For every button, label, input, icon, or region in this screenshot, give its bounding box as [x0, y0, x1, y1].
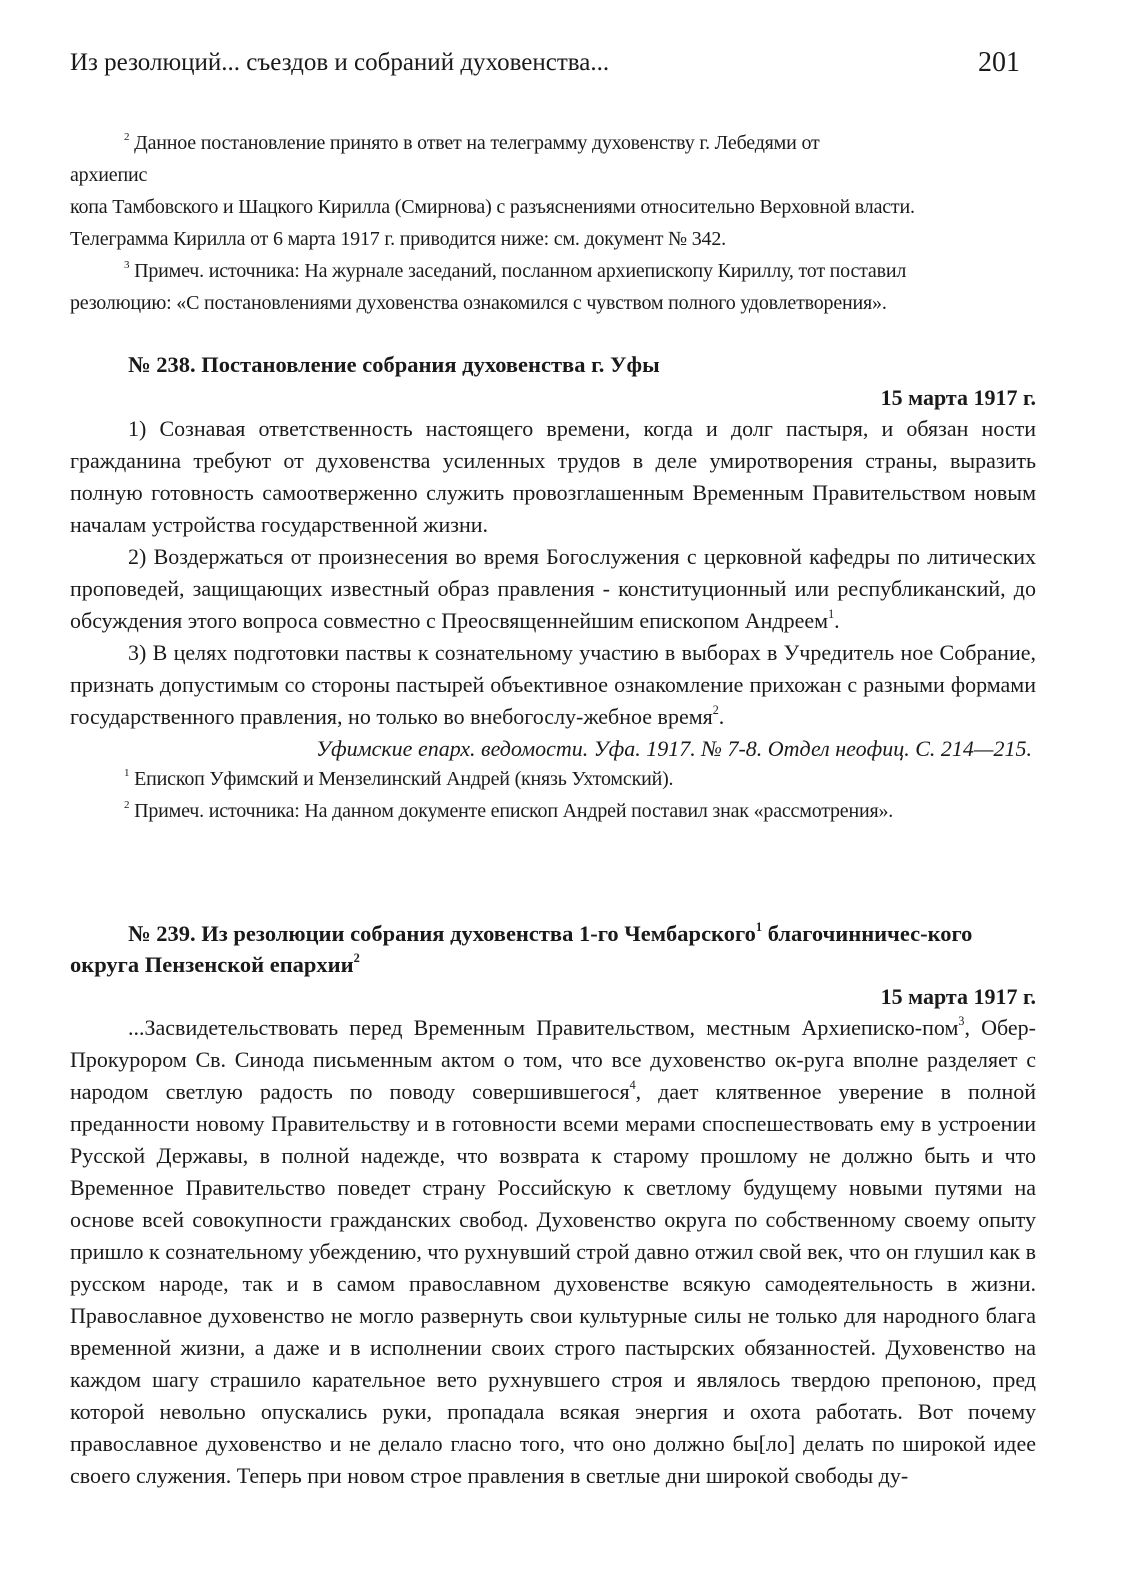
footnote-marker: 2	[124, 130, 130, 143]
footnote-marker: 1	[124, 766, 130, 779]
doc-238-paragraph-1: 1) Сознавая ответственность настоящего времени, когда и долг пастыря, и обязан ности гражданина требуют от духовенства усиленных трудов в деле умиротворения страны, выразить полную готовность самоотверженно служить провозглашенным Временным Правительством новым началам устройства государственной жизни.	[70, 416, 1036, 537]
footnote-3-line-2: резолюцию: «С постановлениями духовенства ознакомился с чувством полного удовлетворения».	[70, 292, 887, 314]
document-239	[70, 918, 1036, 1492]
doc-238-paragraph-3: 3) В целях подготовки паствы к сознательному участию в выборах в Учредитель ное Собрание, признать допустимым со стороны пастырей объективное ознакомление прихожан с разными формами государственного правления, но только во внебогослу-жебное время$^2$.	[70, 640, 1036, 729]
doc-238-title: № 238. Постановление собрания духовенства г. Уфы	[128, 352, 660, 377]
footnote-2-line-2: архиепис	[70, 164, 148, 186]
footnote-ref: 2	[353, 950, 360, 965]
footnotes-top	[70, 127, 1036, 319]
footnote-ref: 2	[712, 702, 719, 717]
footnote-2: $^2$ Примеч. источника: На данном документе епископ Андрей поставил знак «рассмотрения».	[124, 798, 894, 822]
running-title: Из резолюций... съездов и собраний духовенства...	[70, 49, 610, 76]
doc-238-paragraph-2: 2) Воздержаться от произнесения во время Богослужения с церковной кафедры по литических проповедей, защищающих известный образ правления - конституционный или республиканский, до обсуждения этого вопроса совместно с Преосвященнейшим епископом Андреем$^1$.	[70, 544, 1036, 633]
footnote-2-line-3: копа Тамбовского и Шацкого Кирилла (Смирнова) с разъяснениями относительно Верховной власти.	[70, 196, 915, 218]
footnote-ref: 4	[629, 1077, 636, 1092]
page-number: 201	[978, 47, 1020, 78]
doc-239-title: № 239. Из резолюции собрания духовенства 1-го Чембарского$^1$ благочинничес-кого округа Пензенской епархии$^2$	[70, 919, 973, 977]
footnote-1: $^1$ Епископ Уфимский и Мензелинский Андрей (князь Ухтомский).	[124, 766, 674, 790]
footnote-ref: 1	[828, 606, 835, 621]
footnote-2-line-1: $^2$ Данное постановление принято в ответ на телеграмму духовенству г. Лебедями от	[124, 130, 820, 154]
footnote-marker: 2	[124, 798, 130, 811]
footnote-marker: 3	[124, 258, 130, 271]
page-header	[70, 44, 1020, 84]
doc-238-source: Уфимские епарх. ведомости. Уфа. 1917. № 7-8. Отдел неофиц. С. 214—215.	[316, 736, 1032, 761]
footnote-2-line-4: Телеграмма Кирилла от 6 марта 1917 г. приводится ниже: см. документ № 342.	[70, 228, 726, 250]
footnote-ref: 3	[958, 1013, 965, 1028]
doc-239-paragraph: ...Засвидетельствовать перед Временным Правительством, местным Архиеписко-пом$^3$, Обер-Прокурором Св. Синода письменным актом о том, что все духовенство ок-руга вполне разделяет с народом светлую радость по поводу совершившегося$^4$, дает клятвенное уверение в полной преданности новому Правительству и в готовности всеми мерами споспешествовать ему в устроении Русской Державы, в полной надежде, что возврата к старому прошлому не должно быть и что Временное Правительство поведет страну Российскую к светлому будущему новыми путями на основе всей совокупности гражданских свобод. Духовенство округа по собственному своему опыту пришло к сознательному убеждению, что рухнувший строй давно отжил свой век, что он глушил как в русском народе, так и в самом православном духовенстве всякую самодеятельность в жизни. Православное духовенство не могло развернуть свои культурные силы не только для народного блага временной жизни, а даже и в исполнении своих строго пастырских обязанностей. Духовенство на каждом шагу страшило карательное вето рухнувшего строя и являлось твердою препоною, пред которой невольно опускались руки, пропадала всякая энергия и охота работать. Вот почему православное духовенство и не делало гласно того, что оно должно бы[ло] делать по широкой идее своего служения. Теперь при новом строе правления в светлые дни широкой свободы ду-	[70, 1013, 1036, 1488]
footnote-ref: 1	[755, 919, 763, 934]
doc-238-date: 15 марта 1917 г.	[880, 385, 1036, 410]
footnote-3-line-1: $^3$ Примеч. источника: На журнале заседаний, посланном архиепископу Кириллу, тот поставил	[124, 258, 907, 282]
doc-239-date: 15 марта 1917 г.	[880, 984, 1036, 1009]
document-238	[70, 349, 1036, 827]
doc-238-footnotes	[70, 763, 1036, 827]
